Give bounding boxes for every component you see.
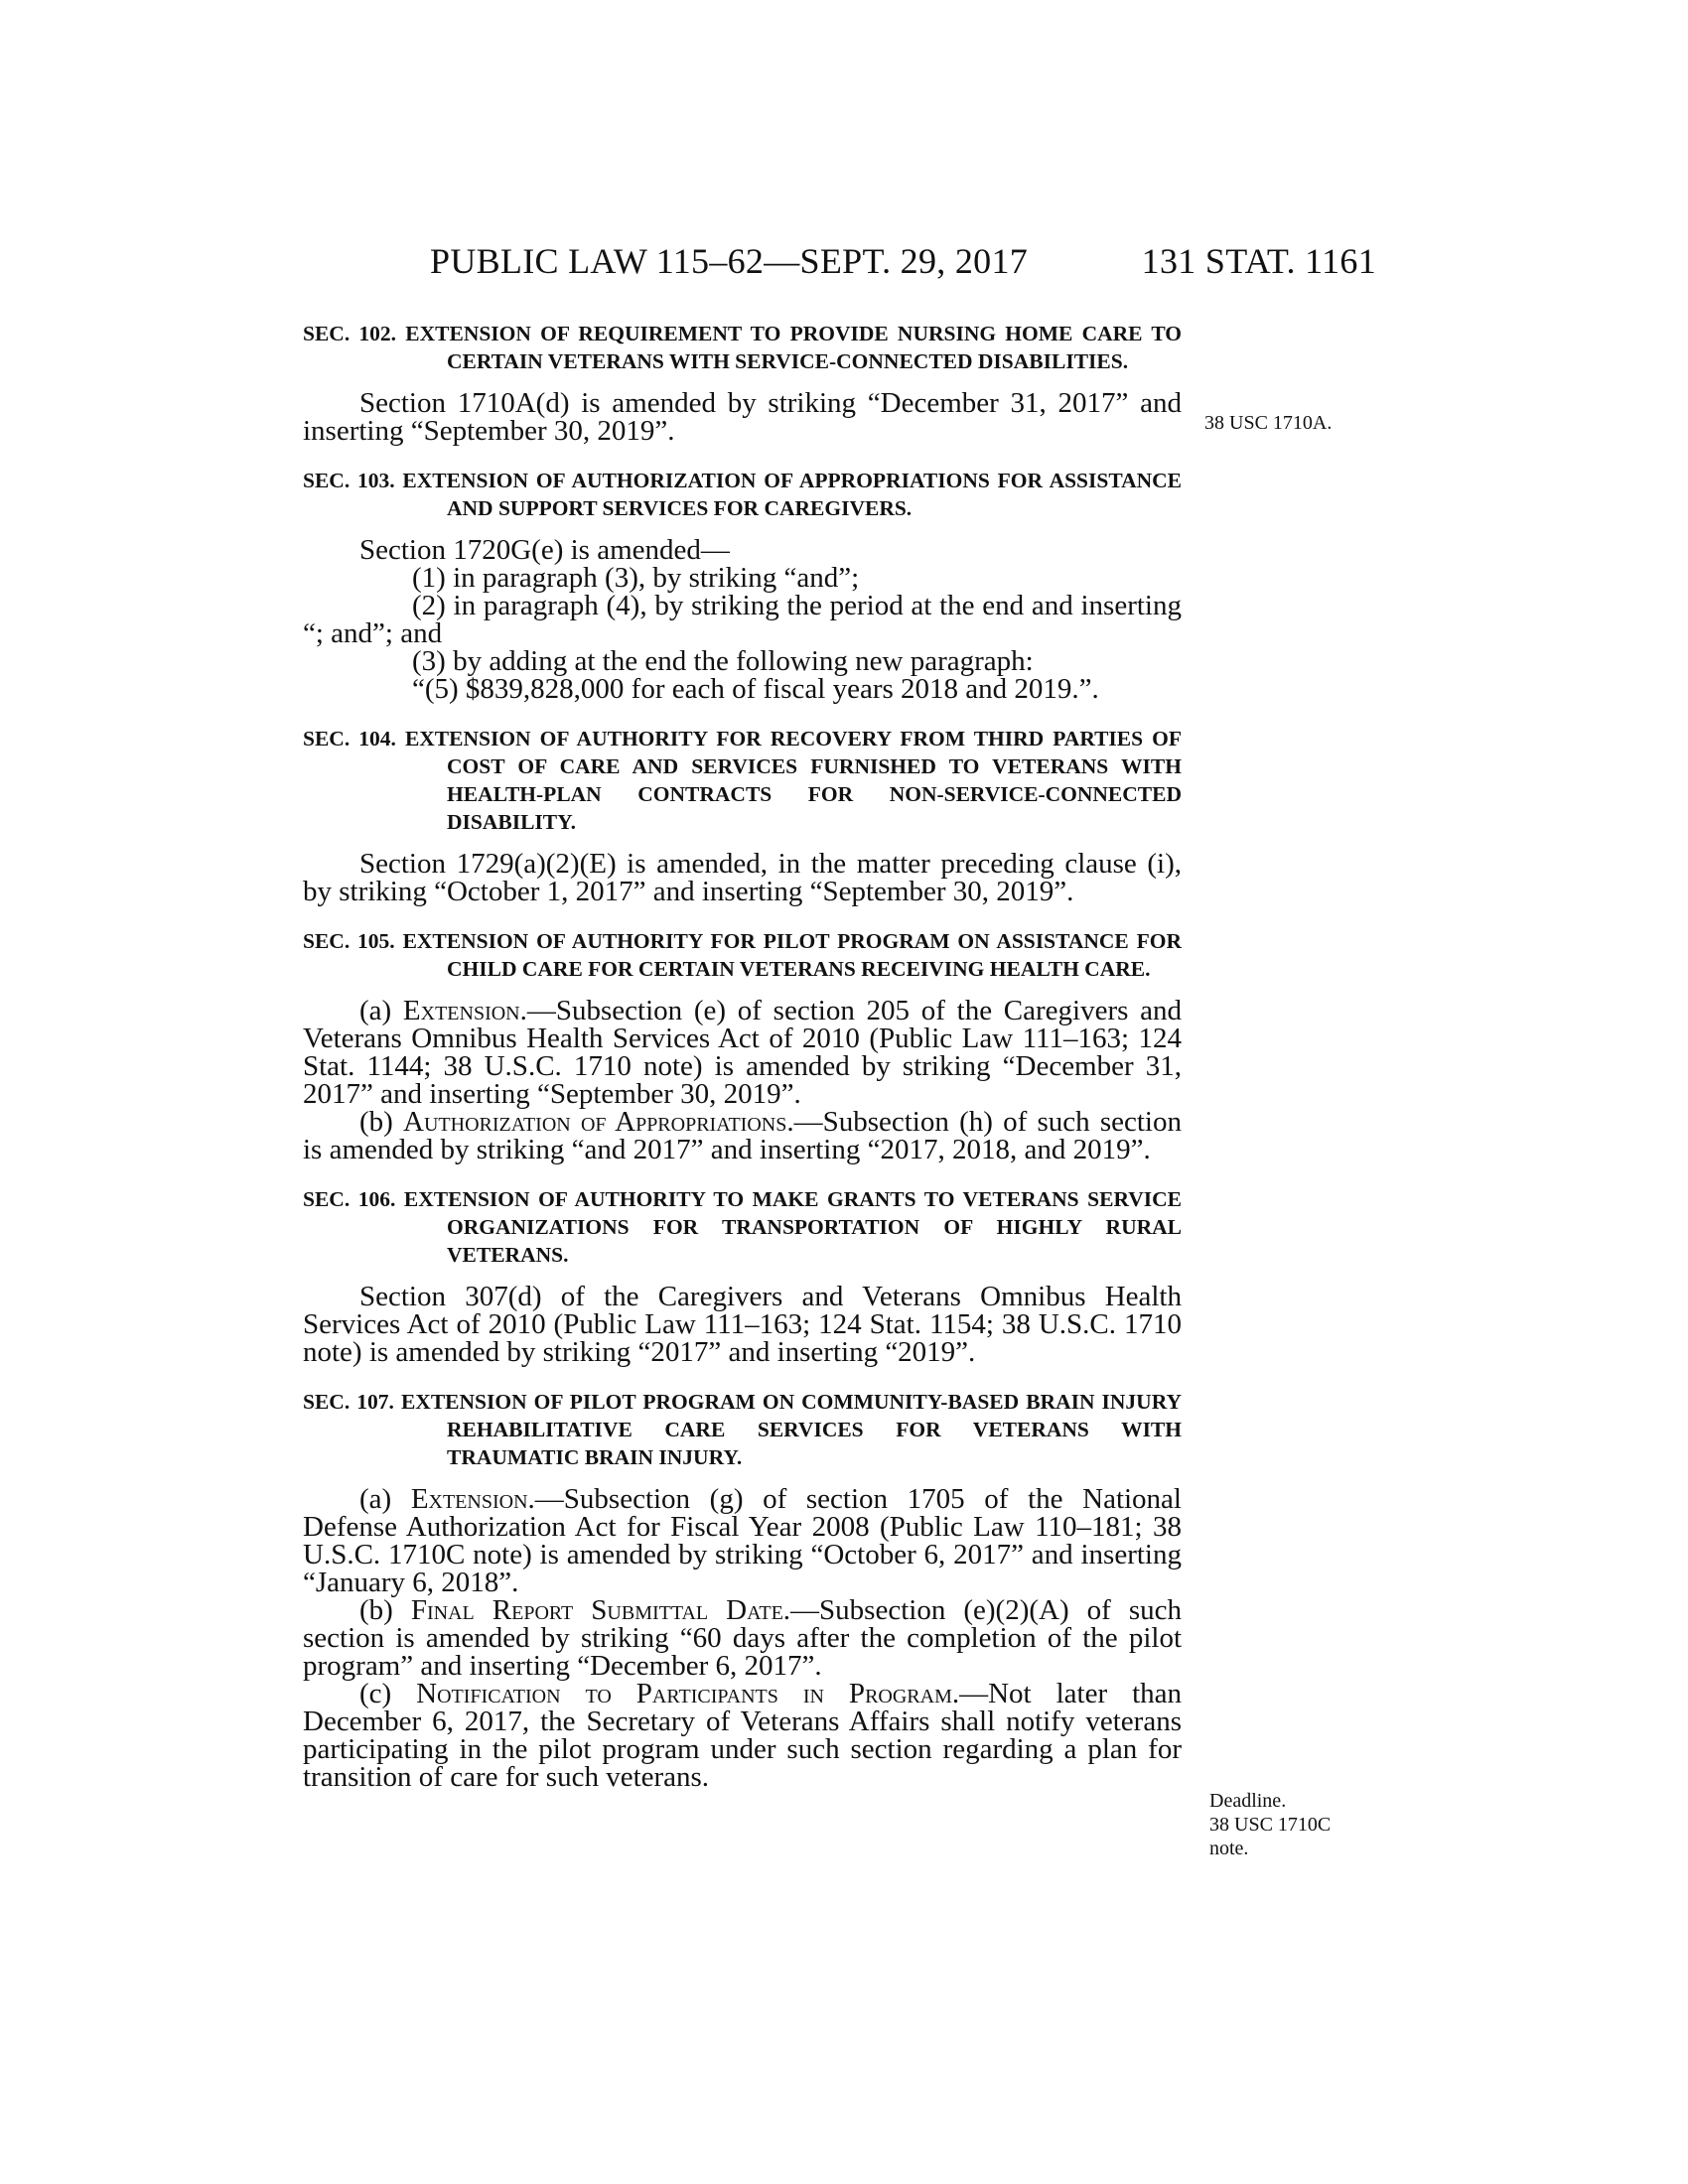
subsection-caption: Authorization of Appropriations. — [403, 1106, 794, 1138]
section-number: SEC. 104. — [303, 727, 396, 751]
subsection-label: (b) — [359, 1106, 404, 1138]
subsection-text: —Not later than December 6, 2017, the Secretary of Veterans Affairs shall notify veterans participating in the pilot program under such section regarding a plan for transition of care for such veterans. — [303, 1678, 1182, 1793]
section-number: SEC. 106. — [303, 1187, 396, 1211]
section-paragraph: “(5) $839,828,000 for each of fiscal years 2018 and 2019.”. — [412, 673, 1099, 705]
margin-note-line: note. — [1209, 1838, 1249, 1859]
margin-note-line: 38 USC 1710C — [1209, 1814, 1332, 1836]
section-title: EXTENSION OF AUTHORIZATION OF APPROPRIATIONS FOR ASSISTANCE AND SUPPORT SERVICES FOR CAREGIVERS. — [402, 469, 1183, 520]
section-number: SEC. 102. — [303, 322, 397, 345]
section-title: EXTENSION OF AUTHORITY TO MAKE GRANTS TO VETERANS SERVICE ORGANIZATIONS FOR TRANSPORTATION OF HIGHLY RURAL VETERANS. — [403, 1187, 1182, 1267]
subsection-label: (b) — [359, 1594, 411, 1626]
subsection-label: (a) — [359, 995, 403, 1026]
section-number: SEC. 105. — [303, 929, 395, 953]
subsection-caption: Final Report Submittal Date. — [410, 1594, 791, 1626]
section-title: EXTENSION OF AUTHORITY FOR PILOT PROGRAM ON ASSISTANCE FOR CHILD CARE FOR CERTAIN VETERANS RECEIVING HEALTH CARE. — [402, 929, 1183, 981]
subsection-caption: Notification to Participants in Program. — [416, 1678, 960, 1709]
subsection-text: —Subsection (e) of section 205 of the Caregivers and Veterans Omnibus Health Services Act of 2010 (Public Law 111–163; 124 Stat. 1144; 38 U.S.C. 1710 note) is amended by striking “December 31, 2017” and inserting “September 30, 2019”. — [303, 995, 1182, 1110]
section-paragraph: Section 1710A(d) is amended by striking “December 31, 2017” and inserting “September 30, 2019”. — [303, 387, 1182, 447]
margin-note-citation: 38 USC 1710A. — [1204, 412, 1333, 434]
section-paragraph: Section 307(d) of the Caregivers and Veterans Omnibus Health Services Act of 2010 (Public Law 111–163; 124 Stat. 1154; 38 U.S.C. 1710 note) is amended by striking “2017” and inserting “2019”. — [303, 1281, 1182, 1368]
section-heading — [303, 927, 1182, 983]
document-body — [303, 320, 1182, 1791]
section-paragraph: (1) in paragraph (3), by striking “and”; — [412, 562, 860, 594]
section-heading — [303, 725, 1182, 836]
subsection-text: —Subsection (e)(2)(A) of such section is amended by striking “60 days after the completion of the pilot program” and inserting “December 6, 2017”. — [303, 1594, 1182, 1682]
subsection-paragraph — [303, 1596, 1182, 1680]
subsection-paragraph — [303, 1108, 1182, 1163]
section-paragraph: Section 1720G(e) is amended— — [359, 534, 730, 566]
subsection-paragraph — [303, 1485, 1182, 1596]
section-number: SEC. 107. — [303, 1390, 394, 1414]
section-heading — [303, 1388, 1182, 1471]
subsection-paragraph — [303, 1680, 1182, 1791]
section-heading — [303, 1185, 1182, 1269]
section-paragraph: (3) by adding at the end the following new paragraph: — [412, 645, 1034, 677]
page-header-stat: 131 STAT. 1161 — [1141, 241, 1376, 281]
subsection-caption: Extension. — [410, 1483, 535, 1515]
subsection-label: (c) — [359, 1678, 417, 1709]
subsection-paragraph — [303, 997, 1182, 1108]
section-title: EXTENSION OF PILOT PROGRAM ON COMMUNITY-BASED BRAIN INJURY REHABILITATIVE CARE SERVICES FOR VETERANS WITH TRAUMATIC BRAIN INJURY. — [400, 1390, 1183, 1469]
page-header-title: PUBLIC LAW 115–62—SEPT. 29, 2017 — [430, 241, 1029, 281]
margin-note-deadline — [1209, 1789, 1331, 1860]
section-heading — [303, 467, 1182, 522]
subsection-caption: Extension. — [402, 995, 527, 1026]
subsection-label: (a) — [359, 1483, 411, 1515]
section-paragraph: Section 1729(a)(2)(E) is amended, in the matter preceding clause (i), by striking “October 1, 2017” and inserting “September 30, 2019”. — [303, 848, 1182, 907]
subsection-text: —Subsection (g) of section 1705 of the National Defense Authorization Act for Fiscal Year 2008 (Public Law 110–181; 38 U.S.C. 1710C note) is amended by striking “October 6, 2017” and inserting “January 6, 2018”. — [303, 1483, 1182, 1598]
section-number: SEC. 103. — [303, 469, 395, 492]
margin-note-line: Deadline. — [1209, 1790, 1287, 1812]
section-heading — [303, 320, 1182, 375]
section-paragraph: (2) in paragraph (4), by striking the period at the end and inserting “; and”; and — [303, 590, 1182, 649]
section-title: EXTENSION OF AUTHORITY FOR RECOVERY FROM THIRD PARTIES OF COST OF CARE AND SERVICES FURNISHED TO VETERANS WITH HEALTH-PLAN CONTRACTS FOR NON-SERVICE-CONNECTED DISABILITY. — [404, 727, 1182, 834]
section-title: EXTENSION OF REQUIREMENT TO PROVIDE NURSING HOME CARE TO CERTAIN VETERANS WITH SERVICE-CONNECTED DISABILITIES. — [405, 322, 1183, 373]
subsection-text: —Subsection (h) of such section is amended by striking “and 2017” and inserting “2017, 2018, and 2019”. — [303, 1106, 1182, 1165]
